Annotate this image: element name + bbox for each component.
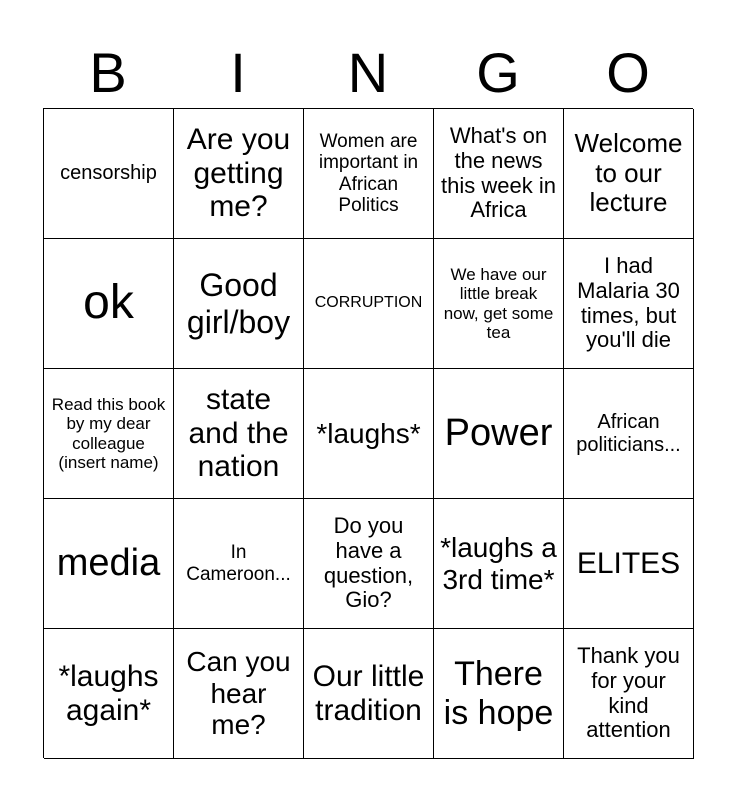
bingo-cell-r4-c3[interactable]: Do you have a question, Gio? <box>304 499 434 629</box>
bingo-cell-r3-c3[interactable]: *laughs* <box>304 369 434 499</box>
bingo-cell-r2-c5[interactable]: I had Malaria 30 times, but you'll die <box>564 239 694 369</box>
bingo-cell-r1-c1[interactable]: censorship <box>44 109 174 239</box>
header-letter-n: N <box>347 41 389 104</box>
bingo-cell-r2-c1[interactable]: ok <box>44 239 174 369</box>
bingo-cell-r2-c2[interactable]: Good girl/boy <box>174 239 304 369</box>
bingo-cell-r2-c4[interactable]: We have our little break now, get some tea <box>434 239 564 369</box>
header-letter-b: B <box>89 41 127 104</box>
bingo-cell-r4-c4[interactable]: *laughs a 3rd time* <box>434 499 564 629</box>
bingo-cell-r1-c2[interactable]: Are you getting me? <box>174 109 304 239</box>
bingo-cell-r3-c4[interactable]: Power <box>434 369 564 499</box>
bingo-cell-r4-c5[interactable]: ELITES <box>564 499 694 629</box>
bingo-cell-r1-c3[interactable]: Women are important in African Politics <box>304 109 434 239</box>
bingo-cell-r4-c1[interactable]: media <box>44 499 174 629</box>
bingo-cell-r5-c5[interactable]: Thank you for your kind attention <box>564 629 694 759</box>
bingo-cell-r5-c1[interactable]: *laughs again* <box>44 629 174 759</box>
bingo-card-grid <box>43 108 693 758</box>
header-letter-o: O <box>606 41 650 104</box>
bingo-cell-r5-c4[interactable]: There is hope <box>434 629 564 759</box>
bingo-cell-r3-c1[interactable]: Read this book by my dear colleague (insert name) <box>44 369 174 499</box>
header-letter-g: G <box>476 41 520 104</box>
bingo-cell-r4-c2[interactable]: In Cameroon... <box>174 499 304 629</box>
bingo-header <box>43 38 693 108</box>
header-letter-i: I <box>230 41 246 104</box>
bingo-cell-r2-c3[interactable]: CORRUPTION <box>304 239 434 369</box>
bingo-cell-r5-c3[interactable]: Our little tradition <box>304 629 434 759</box>
bingo-cell-r5-c2[interactable]: Can you hear me? <box>174 629 304 759</box>
bingo-cell-r3-c2[interactable]: state and the nation <box>174 369 304 499</box>
bingo-cell-r3-c5[interactable]: African politicians... <box>564 369 694 499</box>
bingo-cell-r1-c5[interactable]: Welcome to our lecture <box>564 109 694 239</box>
bingo-cell-r1-c4[interactable]: What's on the news this week in Africa <box>434 109 564 239</box>
